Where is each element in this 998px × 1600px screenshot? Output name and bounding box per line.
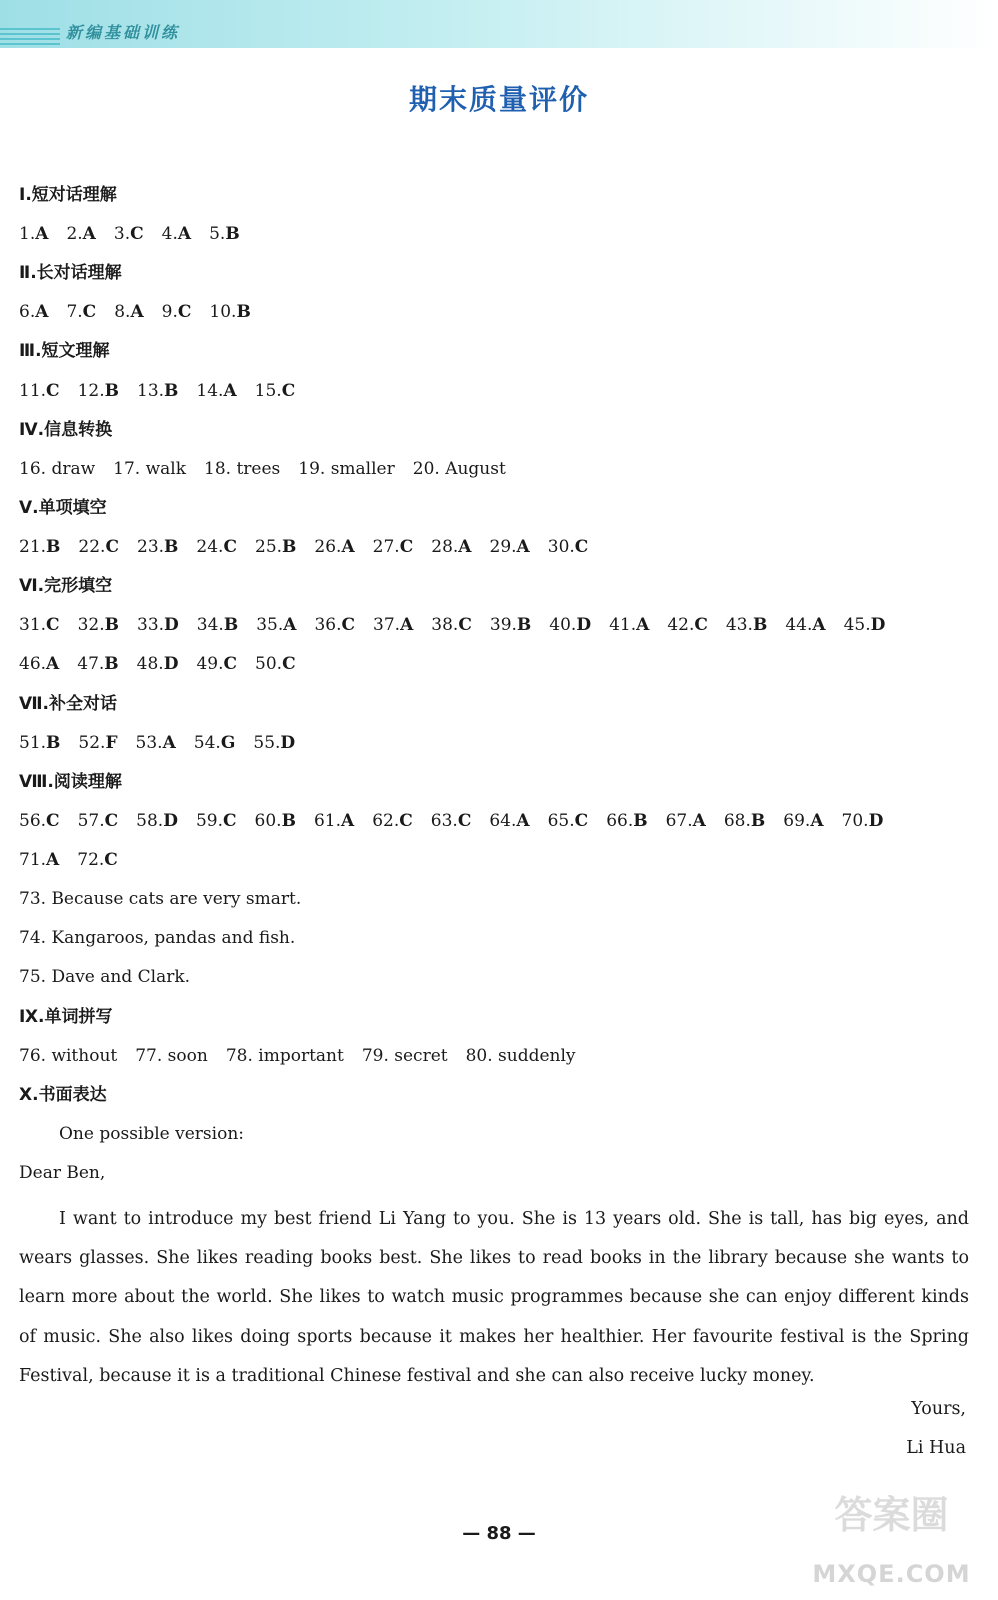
section-heading-1: Ⅰ.短对话理解 — [19, 185, 117, 205]
answer-row-8b — [19, 847, 136, 873]
answer-item: 16. draw — [19, 459, 96, 479]
header-label: 新编基础训练 — [66, 23, 181, 42]
answer-item: 29.A — [489, 537, 530, 557]
answer-item: 35.A — [256, 615, 297, 635]
answer-row-4 — [19, 456, 524, 482]
answer-item: 43.B — [725, 615, 768, 635]
answer-item: 32.B — [77, 615, 119, 635]
section-heading-2: Ⅱ.长对话理解 — [19, 263, 122, 283]
answer-item: 57.C — [77, 811, 119, 831]
answer-item: 5.B — [209, 224, 240, 244]
answer-row-6a — [19, 612, 903, 638]
answer-item: 10.B — [209, 302, 251, 322]
answer-item: 37.A — [373, 615, 414, 635]
section-heading-9: Ⅸ.单词拼写 — [19, 1007, 113, 1027]
answer-item: 27.C — [372, 537, 414, 557]
answer-item: 52.F — [78, 733, 118, 753]
answer-item: 59.C — [195, 811, 237, 831]
answer-item: 17. walk — [113, 459, 187, 479]
answer-item: 44.A — [785, 615, 826, 635]
answer-item: 31.C — [19, 615, 60, 635]
answer-item: 56.C — [19, 811, 60, 831]
answer-item: 68.B — [723, 811, 766, 831]
answer-row-8c — [19, 886, 319, 912]
answer-row-8a — [19, 808, 901, 834]
answer-item: 25.B — [255, 537, 297, 557]
answer-row-7 — [19, 730, 313, 756]
watermark-top: 答案圈 — [834, 1493, 949, 1537]
answer-item: 36.C — [314, 615, 356, 635]
answer-item: 54.G — [193, 733, 236, 753]
section-heading-6: Ⅵ.完形填空 — [19, 576, 113, 596]
answer-item: 3.C — [113, 224, 144, 244]
answer-item: 26.A — [314, 537, 355, 557]
answer-row-6b — [19, 651, 314, 677]
answer-item: 50.C — [255, 654, 296, 674]
answer-item: 71.A — [19, 850, 60, 870]
answer-item: 34.B — [196, 615, 239, 635]
answer-item: 51.B — [19, 733, 61, 753]
answer-row-3 — [19, 378, 313, 404]
answer-item: 79. secret — [361, 1046, 448, 1066]
section-heading-4: Ⅳ.信息转换 — [19, 420, 113, 440]
answer-item: 53.A — [135, 733, 176, 753]
section-heading-7: Ⅶ.补全对话 — [19, 694, 118, 714]
answer-item: 39.B — [489, 615, 532, 635]
answer-item: 22.C — [78, 537, 119, 557]
answer-item: 58.D — [136, 811, 178, 831]
answer-item: 67.A — [665, 811, 706, 831]
answer-item: 4.A — [161, 224, 192, 244]
answer-item: 73. Because cats are very smart. — [19, 889, 302, 909]
answer-row-9 — [19, 1043, 594, 1069]
answer-item: 80. suddenly — [465, 1046, 576, 1066]
section-heading-8: Ⅷ.阅读理解 — [19, 772, 122, 792]
answer-item: 74. Kangaroos, pandas and fish. — [19, 928, 296, 948]
answer-item: 9.C — [161, 302, 192, 322]
essay-signature: Li Hua — [906, 1438, 966, 1458]
watermark-logo — [809, 1478, 974, 1588]
answer-item: 69.A — [783, 811, 824, 831]
answer-item: 40.D — [549, 615, 592, 635]
answer-item: 62.C — [372, 811, 413, 831]
page-title: 期末质量评价 — [408, 83, 589, 116]
answer-item: 20. August — [412, 459, 506, 479]
answer-item: 47.B — [77, 654, 119, 674]
answer-item: 61.A — [313, 811, 355, 831]
answer-item: 49.C — [196, 654, 238, 674]
section-heading-5: Ⅴ.单项填空 — [19, 498, 107, 518]
answer-item: 23.B — [137, 537, 179, 557]
answer-item: 55.D — [253, 733, 296, 753]
section-heading-3: Ⅲ.短文理解 — [19, 341, 110, 361]
answer-item: 63.C — [430, 811, 472, 831]
answer-item: 6.A — [19, 302, 49, 322]
answer-item: 19. smaller — [298, 459, 395, 479]
answer-row-8e — [19, 964, 208, 990]
answer-item: 66.B — [606, 811, 648, 831]
answer-item: 77. soon — [135, 1046, 208, 1066]
answer-item: 64.A — [489, 811, 530, 831]
answer-item: 45.D — [843, 615, 886, 635]
essay-greeting: Dear Ben, — [19, 1163, 106, 1183]
essay-closing: Yours, — [911, 1399, 966, 1419]
answer-item: 11.C — [19, 381, 60, 401]
answer-item: 33.D — [137, 615, 179, 635]
answer-item: 30.C — [547, 537, 589, 557]
answer-item: 78. important — [225, 1046, 344, 1066]
answer-row-2 — [19, 299, 269, 325]
essay-intro: One possible version: — [59, 1124, 244, 1144]
answer-item: 21.B — [19, 537, 61, 557]
answer-item: 60.B — [254, 811, 296, 831]
answer-item: 13.B — [137, 381, 179, 401]
answer-item: 38.C — [431, 615, 472, 635]
header-stripes — [0, 28, 60, 48]
essay-body: I want to introduce my best friend Li Yang to you. She is 13 years old. She is tall, has big eyes, and wears glasses. She likes reading books best. She likes to read books in the library because she wants to learn more about the world. She likes to watch music programmes because she can enjoy different kinds of music. She also likes doing sports because it makes her healthier. Her favourite festival is the Spring Festival, because it is a traditional Chinese festival and she can also receive lucky money. — [19, 1209, 969, 1386]
answer-item: 70.D — [841, 811, 884, 831]
answer-row-5 — [19, 534, 606, 560]
answer-item: 18. trees — [204, 459, 281, 479]
section-heading-10: Ⅹ.书面表达 — [19, 1085, 107, 1105]
answer-item: 12.B — [77, 381, 119, 401]
answer-item: 76. without — [19, 1046, 118, 1066]
answer-item: 41.A — [609, 615, 650, 635]
answer-item: 14.A — [196, 381, 237, 401]
answer-item: 75. Dave and Clark. — [19, 967, 191, 987]
answer-item: 48.D — [136, 654, 179, 674]
answer-item: 15.C — [254, 381, 296, 401]
answer-item: 42.C — [667, 615, 708, 635]
answer-item: 46.A — [19, 654, 60, 674]
answer-row-1 — [19, 221, 258, 247]
page-number: — 88 — — [462, 1523, 536, 1544]
answer-item: 1.A — [19, 224, 49, 244]
answer-row-8d — [19, 925, 313, 951]
answer-item: 24.C — [196, 537, 237, 557]
answer-item: 2.A — [66, 224, 96, 244]
watermark-text: MXQE.COM — [812, 1560, 971, 1588]
answer-item: 8.A — [114, 302, 144, 322]
answer-item: 7.C — [66, 302, 97, 322]
answer-item: 65.C — [547, 811, 589, 831]
answer-item: 28.A — [431, 537, 472, 557]
answer-item: 72.C — [77, 850, 118, 870]
